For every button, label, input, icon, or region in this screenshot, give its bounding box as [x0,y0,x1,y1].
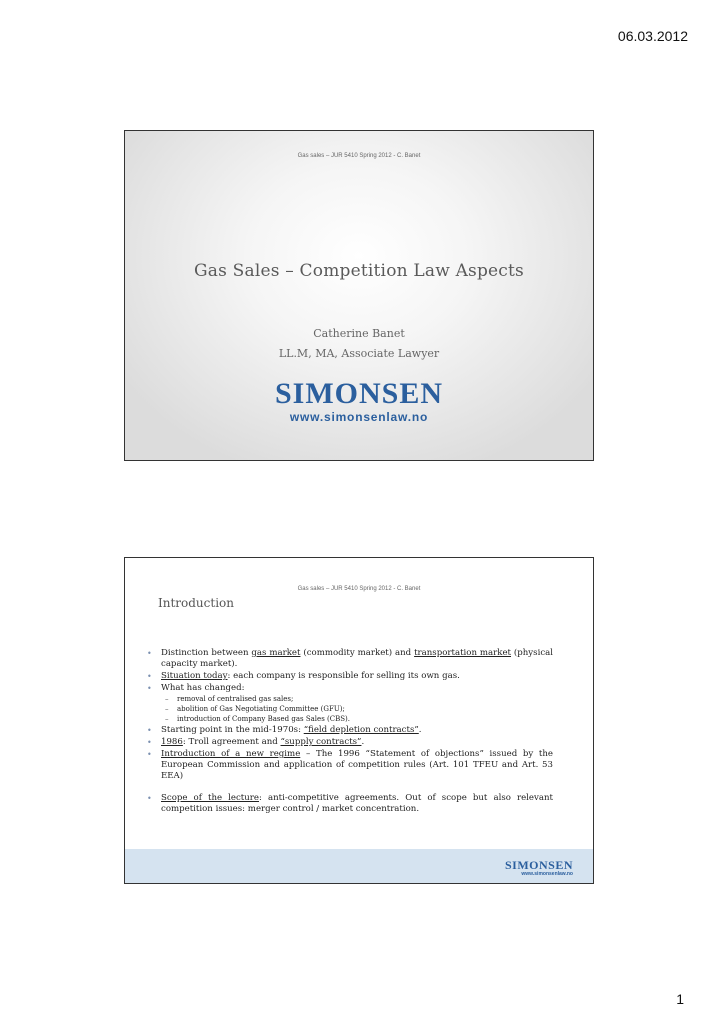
logo-brand: SIMONSEN [274,377,444,410]
text: (commodity market) and [300,648,415,658]
text: : each company is responsible for selling its own gas. [227,671,460,681]
text: Scope of the lecture [161,793,259,803]
text: . [418,725,422,735]
text: Starting point in the mid-1970s: [161,725,304,735]
slide-header: Gas sales – JUR 5410 Spring 2012 - C. Banet [297,153,421,159]
text: : Troll agreement and [182,737,281,747]
logo-brand: SIMONSEN [504,858,573,872]
text: 1986 [161,737,183,747]
bullet-icon: • [147,750,152,759]
text: “field depletion contracts” [303,725,419,735]
bullet-icon: • [147,726,152,735]
text: transportation market [414,648,512,658]
simonsen-logo [125,379,593,424]
bullet-icon: • [147,684,152,693]
text: introduction of Company Based gas Sales (CBS). [177,715,350,723]
list-item [147,737,553,748]
dash-icon: – [165,695,169,703]
sub-list-item [165,714,553,724]
text: abolition of Gas Negotiating Committee (GFU); [177,705,345,713]
list-item [147,648,553,670]
text: Situation today [161,671,228,681]
page-date: 06.03.2012 [617,28,688,44]
author-name: Catherine Banet [313,327,405,340]
text: (physical capacity market). [161,648,553,669]
slide-header: Gas sales – JUR 5410 Spring 2012 - C. Banet [297,586,421,592]
text: “supply contracts” [280,737,362,747]
list-item [147,793,553,815]
logo-url: www.simonsenlaw.no [521,871,573,877]
sub-list-item [165,704,553,714]
list-item [147,683,553,724]
dash-icon: – [165,705,169,713]
text: Introduction of a new regime [161,749,301,759]
author-role: LL.M, MA, Associate Lawyer [278,347,440,360]
text: : anti-competitive agreements. Out of scope but also relevant competition issues: merger control / market concentration. [161,793,553,814]
bullet-icon: • [147,794,152,803]
text: Distinction between [161,648,252,658]
sub-list-item [165,694,553,704]
bullet-icon: • [147,738,152,747]
list-item [147,749,553,782]
bullet-list [147,648,553,816]
sub-list [161,694,553,724]
text: gas market [251,648,301,658]
bullet-icon: • [147,672,152,681]
text: removal of centralised gas sales; [177,695,294,703]
text: – The 1996 “Statement of objections” issued by the European Commission and application of competition rules (Art. 101 TFEU and Art. 53 EEA) [161,749,554,781]
introduction-slide [124,557,594,884]
page-number: 1 [676,991,684,1007]
simonsen-logo [505,859,573,877]
dash-icon: – [165,715,169,723]
text: . [361,737,365,747]
list-item [147,671,553,682]
bullet-icon: • [147,649,152,658]
slide-title: Gas Sales – Competition Law Aspects [194,261,524,281]
slide-title: Introduction [158,596,234,610]
title-slide [124,130,594,461]
text: What has changed: [161,683,245,693]
logo-url: www.simonsenlaw.no [289,410,429,424]
list-item [147,725,553,736]
